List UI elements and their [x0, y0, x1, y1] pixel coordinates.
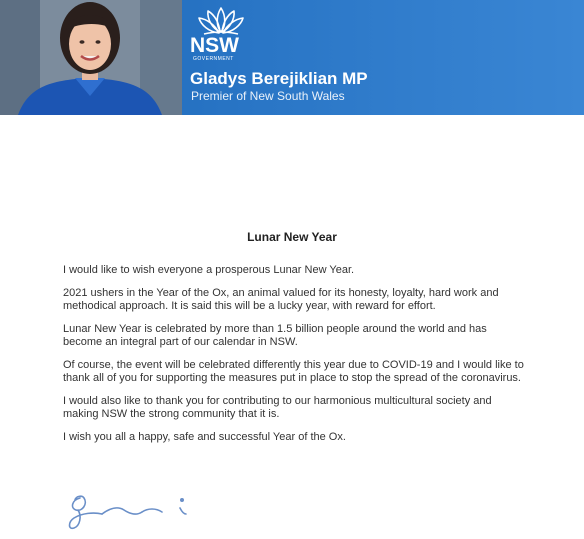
portrait-photo — [0, 0, 182, 115]
paragraph: I wish you all a happy, safe and successful Year of the Ox. — [63, 431, 346, 443]
paragraph: Of course, the event will be celebrated differently this year due to COVID-19 and I would like to thank all of you for supporting the measures put in place to stop the spread of the coronavirus. — [63, 359, 524, 384]
sender-role: Premier of New South Wales — [191, 89, 345, 103]
portrait-illustration — [0, 0, 182, 115]
nsw-wordmark: NSW — [190, 34, 239, 57]
sender-name: Gladys Berejiklian MP — [190, 69, 368, 88]
letterhead-banner — [0, 0, 584, 115]
paragraph: I would also like to thank you for contributing to our harmonious multicultural society and making NSW the strong community that it is. — [63, 395, 492, 420]
paragraph: 2021 ushers in the Year of the Ox, an animal valued for its honesty, loyalty, hard work and methodical approach. It is said this will be a lucky year, with reward for effort. — [63, 287, 499, 312]
letter-title: Lunar New Year — [247, 230, 337, 244]
paragraph: I would like to wish everyone a prosperous Lunar New Year. — [63, 264, 355, 276]
government-wordmark: GOVERNMENT — [193, 56, 234, 62]
letter-body — [63, 264, 528, 454]
handwritten-signature-icon — [66, 488, 196, 534]
waratah-logo-icon — [196, 4, 246, 36]
paragraph: Lunar New Year is celebrated by more than 1.5 billion people around the world and has become an integral part of our calendar in NSW. — [63, 323, 487, 348]
